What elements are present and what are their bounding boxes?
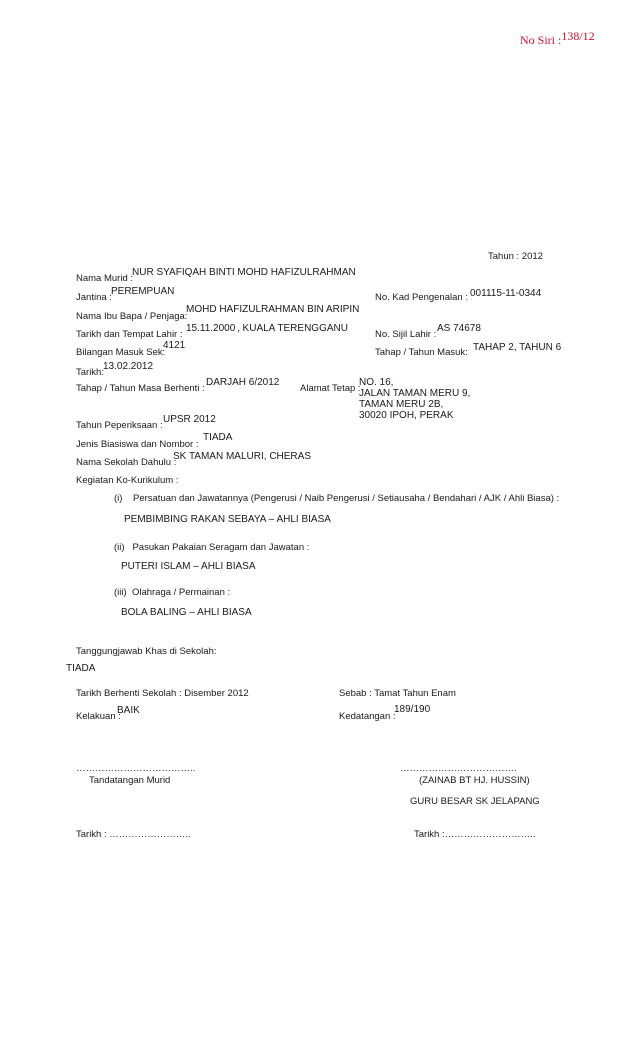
headmaster-signature-line: ……………………………….: [400, 763, 517, 774]
tarikh-lahir-label: Tarikh dan Tempat Lahir :: [76, 329, 183, 340]
kokurikulum-item-value: BOLA BALING – AHLI BIASA: [121, 607, 252, 618]
kokurikulum-item-label: (i) Persatuan dan Jawatannya (Pengerusi / Naib Pengerusi / Setiausaha / Bendahari / AJK / Ahli Biasa) :: [114, 493, 560, 504]
kokurikulum-item-label: (iii) Olahraga / Permainan :: [114, 587, 231, 598]
bilangan-masuk-value: 4121: [163, 340, 186, 351]
kokurikulum-heading: Kegiatan Ko-Kurikulum :: [76, 475, 179, 486]
alamat-label: Alamat Tetap :: [300, 383, 361, 394]
headmaster-date: Tarikh :………………………..: [414, 829, 536, 840]
year: Tahun : 2012: [488, 251, 543, 262]
kokurikulum-item-label: (ii) Pasukan Pakaian Seragam dan Jawatan :: [114, 542, 310, 553]
no-kad-label: No. Kad Pengenalan :: [375, 292, 468, 303]
sijil-lahir-label: No. Sijil Lahir :: [375, 329, 437, 340]
alamat-line-3: TAMAN MERU 2B,: [359, 399, 444, 410]
student-signature-line: ………………………………..: [76, 763, 196, 774]
tarikh-value: 13.02.2012: [103, 361, 154, 372]
sekolah-dahulu-label: Nama Sekolah Dahulu :: [76, 457, 177, 468]
kelakuan-value: BAIK: [117, 705, 140, 716]
headmaster-name: (ZAINAB BT HJ. HUSSIN): [419, 775, 530, 786]
headmaster-title: GURU BESAR SK JELAPANG: [410, 796, 540, 807]
tanggungjawab-value: TIADA: [66, 663, 96, 674]
serial-label: No Siri :: [520, 33, 562, 47]
tarikh-lahir-value: 15.11.2000: [186, 323, 236, 334]
student-date: Tarikh : ……………………..: [76, 829, 191, 840]
sebab-berhenti: Sebab : Tamat Tahun Enam: [339, 688, 456, 699]
biasiswa-label: Jenis Biasiswa dan Nombor :: [76, 439, 199, 450]
tarikh-label: Tarikh:: [76, 367, 104, 378]
ibu-bapa-value: MOHD HAFIZULRAHMAN BIN ARIPIN: [186, 304, 360, 315]
tanggungjawab-label: Tanggungjawab Khas di Sekolah:: [76, 646, 217, 657]
jantina-value: PEREMPUAN: [111, 286, 175, 297]
alamat-line-2: JALAN TAMAN MERU 9,: [359, 388, 471, 399]
nama-murid-label: Nama Murid :: [76, 273, 134, 284]
kokurikulum-item-value: PUTERI ISLAM – AHLI BIASA: [121, 561, 256, 572]
tahap-masuk-value: TAHAP 2, TAHUN 6: [473, 342, 562, 353]
alamat-line-4: 30020 IPOH, PERAK: [359, 410, 454, 421]
kelakuan-label: Kelakuan :: [76, 711, 121, 722]
biasiswa-value: TIADA: [203, 432, 233, 443]
tahap-berhenti-label: Tahap / Tahun Masa Berhenti :: [76, 383, 205, 394]
kedatangan-value: 189/190: [394, 704, 431, 715]
ibu-bapa-label: Nama Ibu Bapa / Penjaga:: [76, 311, 188, 322]
alamat-line-1: NO. 16,: [359, 377, 394, 388]
bilangan-masuk-label: Bilangan Masuk Sek:: [76, 347, 166, 358]
tahap-berhenti-value: DARJAH 6/2012: [206, 377, 280, 388]
kokurikulum-item-value: PEMBIMBING RAKAN SEBAYA – AHLI BIASA: [124, 514, 331, 525]
kedatangan-label: Kedatangan :: [339, 711, 396, 722]
student-signature-label: Tandatangan Murid: [89, 775, 171, 786]
peperiksaan-value: UPSR 2012: [163, 414, 216, 425]
sijil-lahir-value: AS 74678: [437, 323, 481, 334]
tempat-lahir-value: , KUALA TERENGGANU: [237, 323, 348, 334]
tarikh-berhenti: Tarikh Berhenti Sekolah : Disember 2012: [76, 688, 249, 699]
nama-murid-value: NUR SYAFIQAH BINTI MOHD HAFIZULRAHMAN: [132, 267, 356, 278]
peperiksaan-label: Tahun Peperiksaan :: [76, 420, 163, 431]
serial-value: 138/12: [561, 29, 595, 43]
tahap-masuk-label: Tahap / Tahun Masuk:: [375, 347, 468, 358]
no-kad-value: 001115-11-0344: [470, 288, 542, 299]
jantina-label: Jantina :: [76, 292, 112, 303]
sekolah-dahulu-value: SK TAMAN MALURI, CHERAS: [173, 451, 311, 462]
serial-number: [520, 29, 595, 48]
